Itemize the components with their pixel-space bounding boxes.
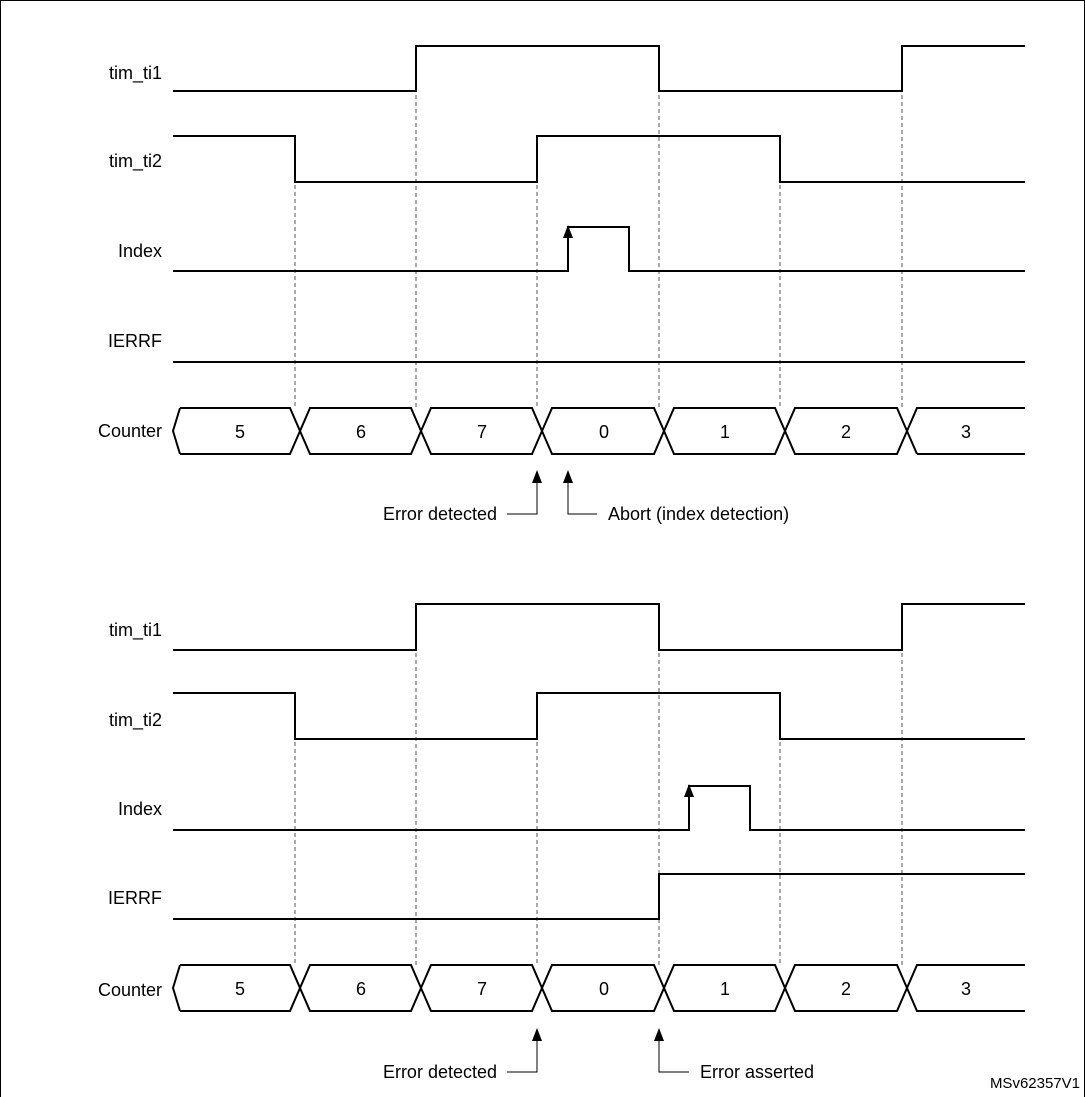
svg-text:Abort (index detection): Abort (index detection) xyxy=(608,504,790,524)
counter-value-5: 1 xyxy=(719,979,731,999)
annotation-error-detected xyxy=(383,1028,542,1082)
counter-value-6: 2 xyxy=(840,422,852,442)
counter-value-4: 0 xyxy=(598,422,610,442)
counter-value-6: 2 xyxy=(840,979,852,999)
svg-text:Error detected: Error detected xyxy=(382,504,497,524)
counter-value-3: 7 xyxy=(476,422,488,442)
signal-label-tim-ti2: tim_ti2 xyxy=(108,151,162,171)
waveform-tim-ti2 xyxy=(173,136,1025,182)
diagram-top xyxy=(98,46,1025,524)
annotation-abort-index-detection xyxy=(563,470,789,524)
diagram-bottom xyxy=(98,604,1025,1082)
signal-label-counter: Counter xyxy=(97,421,162,441)
signal-label-tim-ti1: tim_ti1 xyxy=(108,63,162,83)
signal-label-tim-ti2: tim_ti2 xyxy=(108,710,162,730)
counter-value-2: 6 xyxy=(355,422,367,442)
waveform-index xyxy=(173,786,1025,830)
annotation-error-detected xyxy=(383,470,542,524)
waveform-tim-ti1 xyxy=(173,604,1025,650)
counter-value-5: 1 xyxy=(719,422,731,442)
svg-text:Error detected: Error detected xyxy=(382,1062,497,1082)
signal-label-counter: Counter xyxy=(97,980,162,1000)
signal-label-index: Index xyxy=(117,799,162,819)
figure-reference-id: MSv62357V1 xyxy=(989,1075,1080,1092)
signal-label-tim-ti1: tim_ti1 xyxy=(108,620,162,640)
signal-label-index: Index xyxy=(117,241,162,261)
signal-label-ierrf: IERRF xyxy=(108,888,162,908)
svg-text:Error asserted: Error asserted xyxy=(700,1062,815,1082)
counter-value-7: 3 xyxy=(960,979,972,999)
counter-value-1: 5 xyxy=(234,979,246,999)
counter-value-3: 7 xyxy=(476,979,488,999)
annotation-error-asserted xyxy=(654,1028,814,1082)
counter-value-1: 5 xyxy=(234,422,246,442)
waveform-index xyxy=(173,227,1025,271)
waveform-tim-ti1 xyxy=(173,46,1025,91)
counter-value-2: 6 xyxy=(355,979,367,999)
signal-label-ierrf: IERRF xyxy=(108,331,162,351)
counter-value-7: 3 xyxy=(960,422,972,442)
waveform-tim-ti2 xyxy=(173,693,1025,739)
counter-value-4: 0 xyxy=(598,979,610,999)
waveform-ierrf xyxy=(173,874,1025,919)
